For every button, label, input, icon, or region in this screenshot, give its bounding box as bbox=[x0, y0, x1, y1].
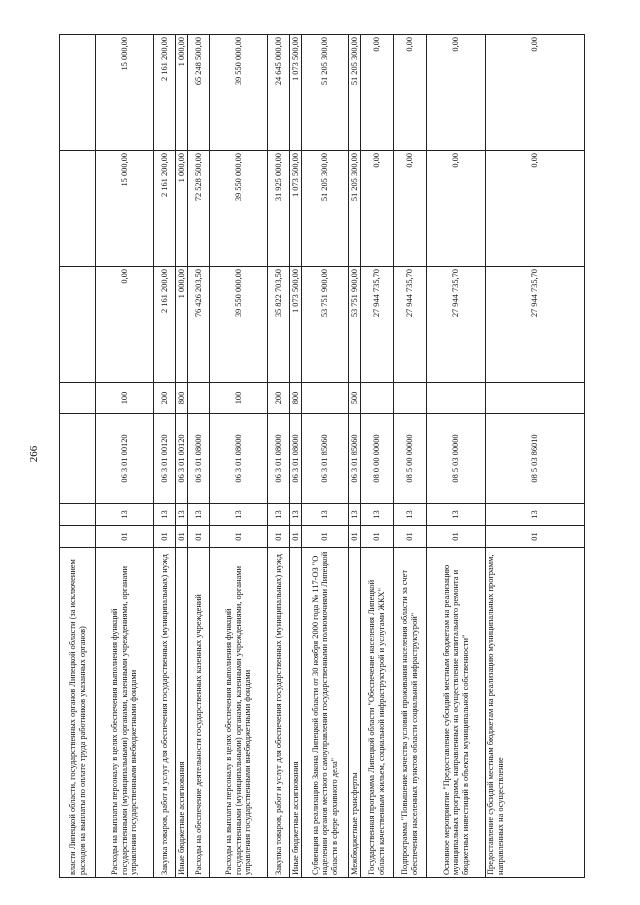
row-description: Подпрограмма "Повышение качества условий проживания населения области за счет обеспечения населенных пунктов области социальной инфраструктурой" bbox=[394, 548, 427, 878]
ministry-code: 01 bbox=[176, 526, 188, 548]
target-article-code: 06 3 01 08000 bbox=[268, 414, 290, 504]
amount-year-3: 51 205 300,00 bbox=[302, 35, 349, 151]
table-row bbox=[290, 35, 302, 878]
expense-type-code: 200 bbox=[154, 383, 176, 414]
amount-year-2: 0,00 bbox=[427, 151, 486, 267]
expense-type-code: 200 bbox=[268, 383, 290, 414]
target-article-code: 06 3 01 85060 bbox=[302, 414, 349, 504]
target-article-code bbox=[60, 414, 96, 504]
row-description: Субвенция на реализацию Закона Липецкой области от 30 ноября 2000 года № 117-ОЗ "О наделении органов местного самоуправления государственными полномочиями Липецкой области в сфере архивного дела" bbox=[302, 548, 349, 878]
amount-year-1: 53 751 900,00 bbox=[349, 267, 361, 383]
ministry-code: 01 bbox=[96, 526, 154, 548]
table-row bbox=[486, 35, 585, 878]
expense-type-code: 800 bbox=[290, 383, 302, 414]
ministry-code bbox=[60, 526, 96, 548]
section-code: 13 bbox=[427, 504, 486, 526]
table-row bbox=[302, 35, 349, 878]
ministry-code: 01 bbox=[210, 526, 268, 548]
section-code: 13 bbox=[154, 504, 176, 526]
row-description bbox=[486, 548, 585, 878]
target-article-code: 06 3 01 08000 bbox=[210, 414, 268, 504]
amount-year-1: 27 944 735,70 bbox=[394, 267, 427, 383]
expense-type-code bbox=[302, 383, 349, 414]
ministry-code: 01 bbox=[361, 526, 394, 548]
amount-year-2: 2 161 200,00 bbox=[154, 151, 176, 267]
amount-year-3: 1 073 500,00 bbox=[290, 35, 302, 151]
amount-year-1 bbox=[60, 267, 96, 383]
target-article-code: 08 5 03 00000 bbox=[427, 414, 486, 504]
row-description: Иные бюджетные ассигнования bbox=[290, 548, 302, 878]
ministry-code: 01 bbox=[349, 526, 361, 548]
section-code: 13 bbox=[210, 504, 268, 526]
ministry-code: 01 bbox=[188, 526, 210, 548]
ministry-code: 01 bbox=[302, 526, 349, 548]
target-article-code: 06 3 01 00120 bbox=[154, 414, 176, 504]
amount-year-2: 51 205 300,00 bbox=[349, 151, 361, 267]
target-article-code: 06 3 01 00120 bbox=[176, 414, 188, 504]
ministry-code: 01 bbox=[486, 526, 585, 548]
amount-year-2: 1 073 500,00 bbox=[290, 151, 302, 267]
section-code: 13 bbox=[302, 504, 349, 526]
amount-year-1: 1 073 500,00 bbox=[290, 267, 302, 383]
amount-year-1: 27 944 735,70 bbox=[427, 267, 486, 383]
target-article-code: 08 5 00 00000 bbox=[394, 414, 427, 504]
ministry-code: 01 bbox=[154, 526, 176, 548]
amount-year-2: 15 000,00 bbox=[96, 151, 154, 267]
table-row bbox=[188, 35, 210, 878]
row-description: Расходы на выплаты персоналу в целях обеспечения выполнения функций государственными (муниципальными) органами, казенными учреждениями, органами управления государственными внебюджетными фондами bbox=[210, 548, 268, 878]
amount-year-1: 27 944 735,70 bbox=[361, 267, 394, 383]
expense-type-code bbox=[486, 383, 585, 414]
amount-year-2: 39 550 000,00 bbox=[210, 151, 268, 267]
row-description: Расходы на обеспечение деятельности государственных казенных учреждений bbox=[188, 548, 210, 878]
expense-type-code bbox=[188, 383, 210, 414]
row-description: власти Липецкой области, государственных органов Липецкой области (за исключением расходов на выплаты по оплате труда работников указанных органов) bbox=[60, 548, 96, 878]
row-description: Основное мероприятие "Предоставление субсидий местным бюджетам на реализацию муниципальных программ, направленных на осуществление капитального ремонта и бюджетных инвестиций в объекты муниципальной собственности" bbox=[427, 548, 486, 878]
amount-year-1: 0,00 bbox=[96, 267, 154, 383]
expense-type-code: 100 bbox=[96, 383, 154, 414]
table-row bbox=[154, 35, 176, 878]
amount-year-2: 0,00 bbox=[486, 151, 585, 267]
table-row bbox=[268, 35, 290, 878]
section-code: 13 bbox=[268, 504, 290, 526]
amount-year-2 bbox=[60, 151, 96, 267]
amount-year-2: 72 528 500,00 bbox=[188, 151, 210, 267]
budget-table bbox=[59, 34, 585, 878]
expense-type-code: 100 bbox=[210, 383, 268, 414]
amount-year-3: 2 161 200,00 bbox=[154, 35, 176, 151]
amount-year-3: 39 550 000,00 bbox=[210, 35, 268, 151]
row-description: Государственная программа Липецкой области "Обеспечение населения Липецкой области качественным жильем, социальной инфраструктурой и услугами ЖКХ" bbox=[361, 548, 394, 878]
table-row bbox=[210, 35, 268, 878]
amount-year-1: 2 161 200,00 bbox=[154, 267, 176, 383]
target-article-code: 08 0 00 00000 bbox=[361, 414, 394, 504]
ministry-code: 01 bbox=[427, 526, 486, 548]
amount-year-1: 53 751 900,00 bbox=[302, 267, 349, 383]
ministry-code: 01 bbox=[268, 526, 290, 548]
section-code: 13 bbox=[394, 504, 427, 526]
amount-year-1: 27 944 735,70 bbox=[486, 267, 585, 383]
expense-type-code bbox=[427, 383, 486, 414]
rotated-table-wrapper bbox=[59, 35, 584, 878]
amount-year-3: 1 000,00 bbox=[176, 35, 188, 151]
row-description: Закупка товаров, работ и услуг для обеспечения государственных (муниципальных) нужд bbox=[154, 548, 176, 878]
target-article-code: 06 3 01 08000 bbox=[290, 414, 302, 504]
expense-type-code bbox=[60, 383, 96, 414]
page-number: 266 bbox=[28, 445, 40, 463]
amount-year-2: 1 000,00 bbox=[176, 151, 188, 267]
row-description: Расходы на выплаты персоналу в целях обеспечения выполнения функций государственными (муниципальными) органами, казенными учреждениями, органами управления государственными внебюджетными фондами bbox=[96, 548, 154, 878]
amount-year-1: 39 550 000,00 bbox=[210, 267, 268, 383]
row-description: Закупка товаров, работ и услуг для обеспечения государственных (муниципальных) нужд bbox=[268, 548, 290, 878]
amount-year-3: 65 248 500,00 bbox=[188, 35, 210, 151]
amount-year-3: 0,00 bbox=[394, 35, 427, 151]
expense-type-code bbox=[394, 383, 427, 414]
section-code: 13 bbox=[486, 504, 585, 526]
amount-year-1: 76 426 203,50 bbox=[188, 267, 210, 383]
table-row bbox=[349, 35, 361, 878]
ministry-code: 01 bbox=[290, 526, 302, 548]
target-article-code: 06 3 01 00120 bbox=[96, 414, 154, 504]
table-row bbox=[176, 35, 188, 878]
amount-year-3: 0,00 bbox=[486, 35, 585, 151]
amount-year-2: 0,00 bbox=[394, 151, 427, 267]
target-article-code: 06 3 01 85060 bbox=[349, 414, 361, 504]
section-code: 13 bbox=[188, 504, 210, 526]
row-description: Межбюджетные трансферты bbox=[349, 548, 361, 878]
section-code bbox=[60, 504, 96, 526]
target-article-code: 06 3 01 08000 bbox=[188, 414, 210, 504]
expense-type-code bbox=[361, 383, 394, 414]
amount-year-3: 0,00 bbox=[361, 35, 394, 151]
expense-type-code: 500 bbox=[349, 383, 361, 414]
amount-year-1: 1 000,00 bbox=[176, 267, 188, 383]
table-row bbox=[96, 35, 154, 878]
section-code: 13 bbox=[290, 504, 302, 526]
amount-year-1: 35 822 703,50 bbox=[268, 267, 290, 383]
truncated-text: Предоставление субсидий местным бюджетам на реализацию муниципальных программ, направленных на осуществление bbox=[486, 554, 505, 875]
table-row bbox=[60, 35, 96, 878]
amount-year-2: 51 205 300,00 bbox=[302, 151, 349, 267]
table-row bbox=[427, 35, 486, 878]
table-row bbox=[394, 35, 427, 878]
table-body bbox=[60, 35, 585, 878]
amount-year-3: 24 645 000,00 bbox=[268, 35, 290, 151]
row-description: Иные бюджетные ассигнования bbox=[176, 548, 188, 878]
section-code: 13 bbox=[96, 504, 154, 526]
amount-year-3 bbox=[60, 35, 96, 151]
target-article-code: 08 5 03 86010 bbox=[486, 414, 585, 504]
ministry-code: 01 bbox=[394, 526, 427, 548]
amount-year-3: 0,00 bbox=[427, 35, 486, 151]
table-row bbox=[361, 35, 394, 878]
amount-year-2: 31 925 000,00 bbox=[268, 151, 290, 267]
amount-year-3: 15 000,00 bbox=[96, 35, 154, 151]
section-code: 13 bbox=[361, 504, 394, 526]
expense-type-code: 800 bbox=[176, 383, 188, 414]
amount-year-2: 0,00 bbox=[361, 151, 394, 267]
amount-year-3: 51 205 300,00 bbox=[349, 35, 361, 151]
section-code: 13 bbox=[176, 504, 188, 526]
section-code: 13 bbox=[349, 504, 361, 526]
